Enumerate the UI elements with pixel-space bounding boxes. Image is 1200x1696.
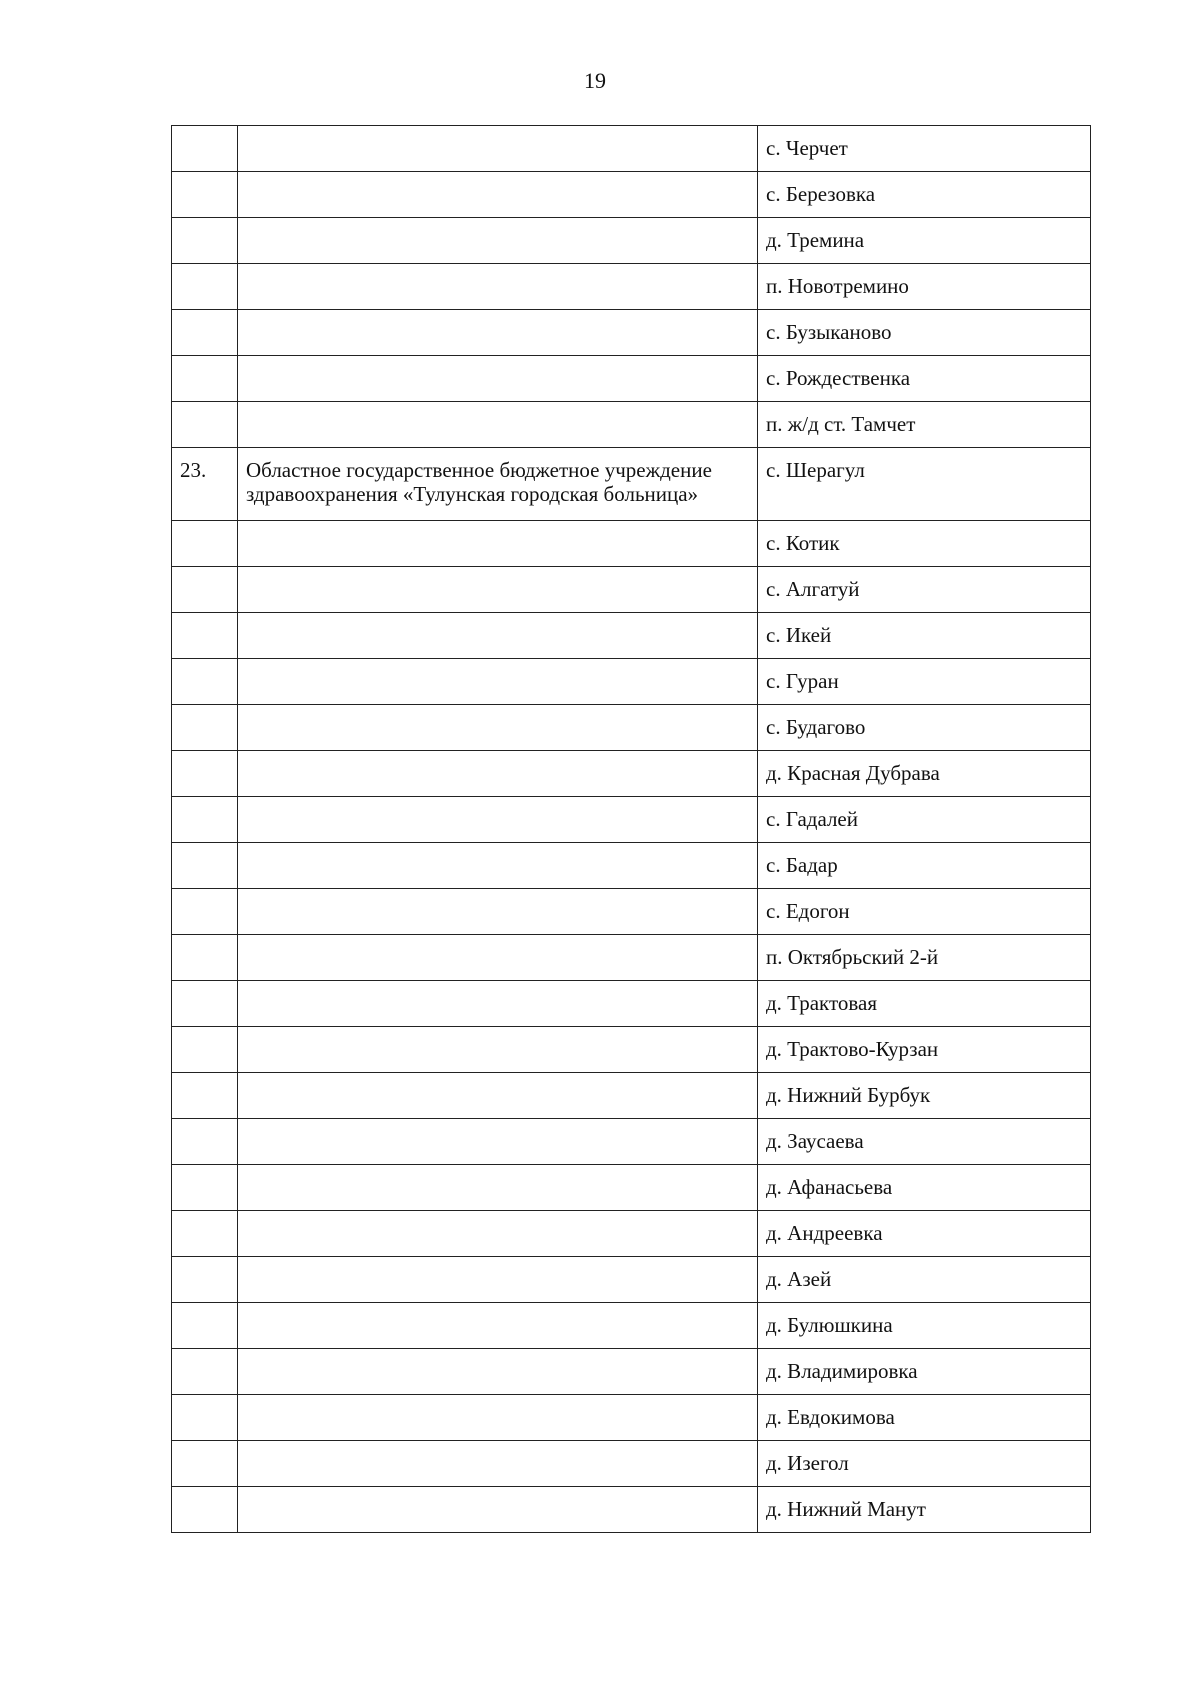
row-number-cell [172,751,238,797]
organization-cell [238,126,758,172]
row-number-cell [172,1257,238,1303]
organization-cell [238,172,758,218]
settlement-cell: с. Бузыканово [758,310,1091,356]
settlement-cell: с. Шерагул [758,448,1091,521]
organization-cell [238,1165,758,1211]
organization-cell [238,521,758,567]
row-number-cell [172,1165,238,1211]
settlement-cell: д. Азей [758,1257,1091,1303]
settlement-cell: д. Андреевка [758,1211,1091,1257]
row-number-cell [172,402,238,448]
row-number-cell [172,889,238,935]
row-number-cell [172,843,238,889]
settlement-cell: д. Владимировка [758,1349,1091,1395]
organization-cell [238,1303,758,1349]
organization-cell [238,981,758,1027]
organization-cell [238,264,758,310]
settlement-cell: д. Трактовая [758,981,1091,1027]
organization-cell [238,402,758,448]
table-row [172,448,1091,521]
settlement-cell: д. Заусаева [758,1119,1091,1165]
row-number-cell [172,310,238,356]
settlement-cell: д. Красная Дубрава [758,751,1091,797]
organization-cell [238,1257,758,1303]
organization-cell [238,1441,758,1487]
settlement-cell: с. Едогон [758,889,1091,935]
organization-cell [238,567,758,613]
row-number-cell [172,613,238,659]
table-row [172,1073,1091,1119]
page-number: 19 [584,68,606,93]
table-row [172,1349,1091,1395]
row-number-cell: 23. [172,448,238,521]
row-number-cell [172,1303,238,1349]
table-row [172,705,1091,751]
table-row [172,1257,1091,1303]
table-body [172,126,1091,1533]
row-number-cell [172,1027,238,1073]
settlement-cell: с. Черчет [758,126,1091,172]
row-number-cell [172,172,238,218]
organization-cell [238,843,758,889]
table-row [172,613,1091,659]
settlement-cell: п. Новотремино [758,264,1091,310]
row-number-cell [172,218,238,264]
row-number-cell [172,521,238,567]
table-row [172,402,1091,448]
organization-cell [238,1487,758,1533]
settlement-cell: с. Икей [758,613,1091,659]
settlement-cell: п. Октябрьский 2-й [758,935,1091,981]
table-row [172,218,1091,264]
table-row [172,1487,1091,1533]
organization-cell [238,1211,758,1257]
settlement-cell: с. Гадалей [758,797,1091,843]
row-number-cell [172,1395,238,1441]
organization-cell [238,935,758,981]
table-row [172,751,1091,797]
organization-cell [238,1119,758,1165]
row-number-cell [172,981,238,1027]
organization-cell [238,310,758,356]
organization-cell [238,1073,758,1119]
settlement-cell: д. Нижний Манут [758,1487,1091,1533]
row-number-cell [172,1119,238,1165]
settlement-cell: п. ж/д ст. Тамчет [758,402,1091,448]
row-number-cell [172,705,238,751]
organization-cell [238,659,758,705]
table-row [172,521,1091,567]
table-row [172,1119,1091,1165]
row-number-cell [172,1349,238,1395]
organization-cell [238,797,758,843]
row-number-cell [172,567,238,613]
table-row [172,1027,1091,1073]
settlement-cell: с. Бадар [758,843,1091,889]
row-number-cell [172,1487,238,1533]
table-row [172,1211,1091,1257]
facility-settlements-table [171,125,1091,1533]
organization-cell [238,218,758,264]
organization-cell [238,889,758,935]
settlement-cell: д. Евдокимова [758,1395,1091,1441]
settlement-cell: д. Булюшкина [758,1303,1091,1349]
organization-cell [238,1349,758,1395]
organization-cell [238,1027,758,1073]
organization-cell [238,705,758,751]
row-number-cell [172,659,238,705]
settlement-cell: д. Тремина [758,218,1091,264]
table-row [172,889,1091,935]
table-row [172,659,1091,705]
table-row [172,1165,1091,1211]
table-row [172,1303,1091,1349]
table-row [172,1395,1091,1441]
table-row [172,567,1091,613]
row-number-cell [172,935,238,981]
table-row [172,310,1091,356]
settlement-cell: д. Изегол [758,1441,1091,1487]
organization-cell: Областное государственное бюджетное учреждение здравоохранения «Тулунская городская больница» [238,448,758,521]
settlement-cell: д. Нижний Бурбук [758,1073,1091,1119]
table-row [172,172,1091,218]
settlement-cell: д. Афанасьева [758,1165,1091,1211]
row-number-cell [172,1073,238,1119]
row-number-cell [172,1211,238,1257]
table-row [172,935,1091,981]
organization-cell [238,751,758,797]
row-number-cell [172,797,238,843]
table-row [172,356,1091,402]
settlement-cell: с. Гуран [758,659,1091,705]
table-row [172,981,1091,1027]
settlement-cell: д. Трактово-Курзан [758,1027,1091,1073]
settlement-cell: с. Котик [758,521,1091,567]
settlement-cell: с. Будагово [758,705,1091,751]
table-row [172,1441,1091,1487]
row-number-cell [172,264,238,310]
table-row [172,264,1091,310]
row-number-cell [172,126,238,172]
row-number-cell [172,356,238,402]
settlement-cell: с. Рождественка [758,356,1091,402]
organization-cell [238,356,758,402]
organization-cell [238,613,758,659]
organization-cell [238,1395,758,1441]
settlement-cell: с. Березовка [758,172,1091,218]
table-row [172,797,1091,843]
table-row [172,843,1091,889]
table-row [172,126,1091,172]
row-number-cell [172,1441,238,1487]
settlement-cell: с. Алгатуй [758,567,1091,613]
